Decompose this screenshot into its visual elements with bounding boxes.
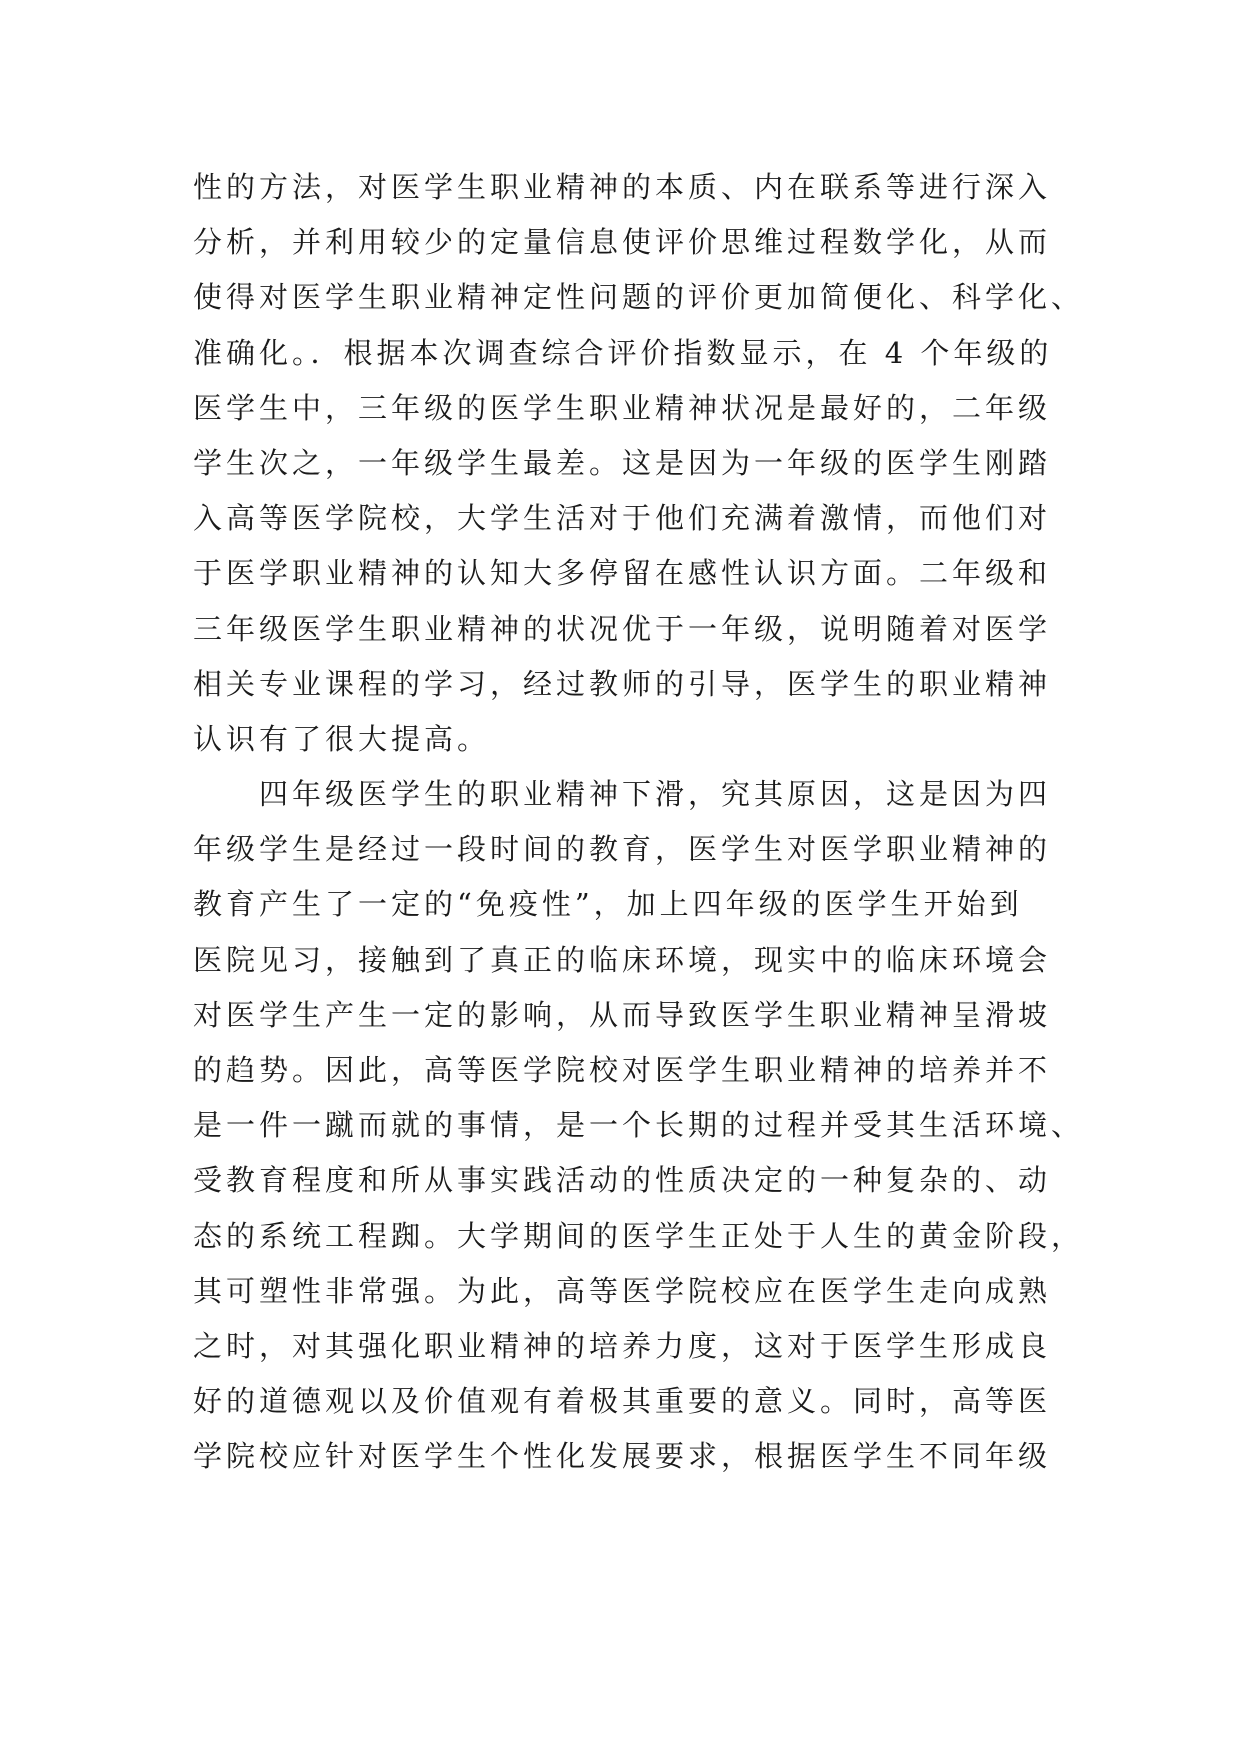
- body-text: [193, 160, 1093, 1485]
- text-line: 其可塑性非常强。为此，高等医学院校应在医学生走向成熟: [193, 1273, 1052, 1308]
- text-line: 的趋势。因此，高等医学院校对医学生职业精神的培养并不: [193, 1053, 1052, 1087]
- text-line: 年级学生是经过一段时间的教育，医学生对医学职业精神的: [193, 832, 1052, 867]
- text-line: 对医学生产生一定的影响，从而导致医学生职业精神呈滑坡: [193, 997, 1052, 1032]
- text-line: 准确化。．根据本次调查综合评价指数显示，在 4 个年级的: [193, 335, 1053, 370]
- text-line: 使得对医学生职业精神定性问题的评价更加简便化、科学化、: [193, 280, 1085, 315]
- text-line: 医院见习，接触到了真正的临床环境，现实中的临床环境会: [193, 942, 1052, 977]
- text-line: 学院校应针对医学生个性化发展要求，根据医学生不同年级: [193, 1439, 1052, 1474]
- text-line: 入高等医学院校，大学生活对于他们充满着激情，而他们对: [193, 501, 1052, 536]
- text-line: 之时，对其强化职业精神的培养力度，这对于医学生形成良: [193, 1328, 1052, 1363]
- text-line: 相关专业课程的学习，经过教师的引导，医学生的职业精神: [193, 666, 1052, 701]
- text-line: 分析，并利用较少的定量信息使评价思维过程数学化，从而: [193, 225, 1052, 260]
- text-line: 三年级医学生职业精神的状况优于一年级，说明随着对医学: [193, 611, 1052, 646]
- text-line: 好的道德观以及价值观有着极其重要的意义。同时，高等医: [193, 1384, 1052, 1419]
- text-line: 医学生中，三年级的医学生职业精神状况是最好的，二年级: [193, 390, 1052, 425]
- paragraph-1: [193, 160, 1093, 767]
- text-line: 于医学职业精神的认知大多停留在感性认识方面。二年级和: [193, 556, 1052, 591]
- text-line: 受教育程度和所从事实践活动的性质决定的一种复杂的、动: [193, 1163, 1052, 1198]
- text-line: 是一件一蹴而就的事情，是一个长期的过程并受其生活环境、: [193, 1108, 1085, 1143]
- text-line: 认识有了很大提高。: [193, 721, 491, 756]
- text-line: 态的系统工程踟。大学期间的医学生正处于人生的黄金阶段，: [193, 1218, 1085, 1253]
- text-line: 学生次之，一年级学生最差。这是因为一年级的医学生刚踏: [193, 445, 1052, 480]
- text-line: 四年级医学生的职业精神下滑，究其原因，这是因为四: [259, 777, 1052, 812]
- text-line: 教育产生了一定的“免疫性”，加上四年级的医学生开始到: [193, 887, 1023, 922]
- text-line: 性的方法，对医学生职业精神的本质、内在联系等进行深入: [193, 170, 1052, 204]
- paragraph-2: [193, 767, 1093, 1484]
